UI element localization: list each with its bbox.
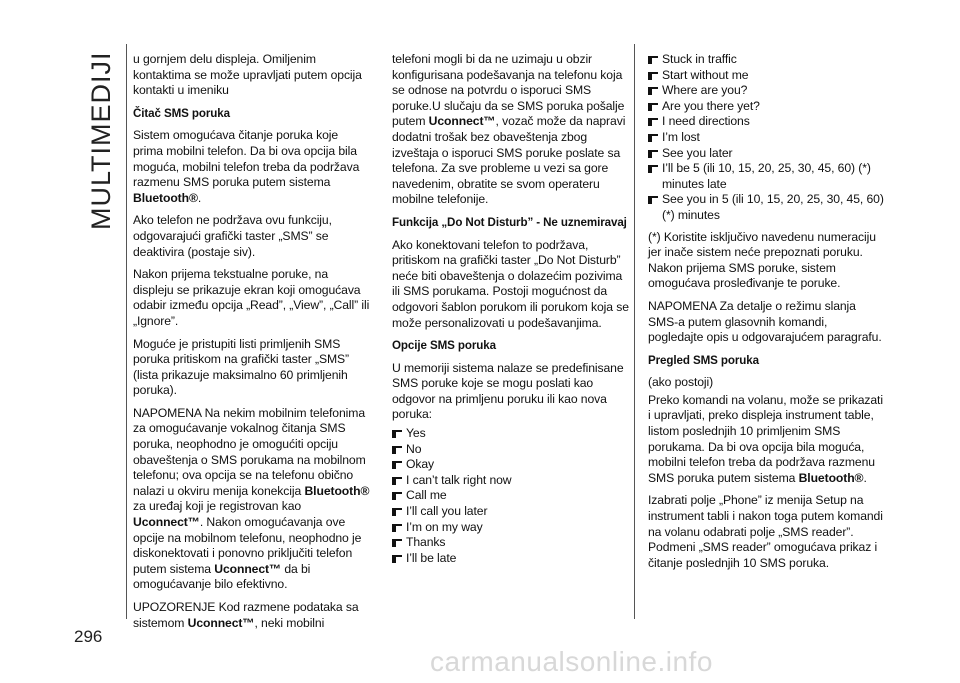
warning-paragraph: UPOZORENJE Kod razmene podataka sa sistemom Uconnect™, neki mobilni (133, 600, 359, 630)
paragraph: telefoni mogli bi da ne uzimaju u obzir konfigurisana podešavanja na telefonu koja se odnose na potvrdu o isporuci SMS poruke.U slučaju da se SMS poruka pošalje putem Uconnect™, vozač može da napravi dodatni trošak bez obaveštenja zbog izveštaja o isporuci SMS poruke poslate sa telefona. Za sve probleme u vezi sa gore navedenim, obratite se svom operateru mobilne telefonije. (392, 52, 626, 207)
list-item: I can’t talk right now (392, 473, 632, 489)
bullet-icon (648, 134, 658, 142)
heading-sms-reader: Čitač SMS poruka (133, 106, 230, 120)
bullet-icon (648, 165, 658, 173)
list-item: I’m lost (648, 130, 884, 146)
heading-sms-overview: Pregled SMS poruka (648, 353, 759, 367)
note-paragraph: NAPOMENA Na nekim mobilnim telefonima za omogućavanje vokalnog čitanja SMS poruka, neophodno je omogućiti opciju obaveštenja o SMS porukama na mobilnom telefonu; ova opcija se na telefonu obično nalazi u okviru menija konekcija Bluetooth® za uređaj koji je registrovan kao Uconnect™. Nakon omogućavanja ove opcije na mobilnom telefonu, neophodno je diskonektovati i ponovno priključiti telefon putem sistema Uconnect™ da bi omogućavanje bilo efektivno. (133, 405, 370, 592)
bullet-icon (392, 508, 402, 516)
list-item: Where are you? (648, 83, 884, 99)
list-item: Start without me (648, 68, 884, 84)
list-item: No (392, 442, 632, 458)
bullet-icon (392, 555, 402, 563)
bullet-icon (648, 118, 658, 126)
sms-option-list (392, 426, 632, 566)
paragraph: Ako telefon ne podržava ovu funkciju, odgovarajući grafički taster „SMS” se deaktivira (postaje siv). (133, 213, 332, 259)
heading-sms-options: Opcije SMS poruka (392, 339, 496, 353)
page-number: 296 (74, 627, 103, 646)
bullet-icon (648, 196, 658, 204)
heading-do-not-disturb: Funkcija „Do Not Disturb” - Ne uznemiravaj (392, 215, 627, 229)
bullet-icon (648, 150, 658, 158)
note-paragraph: NAPOMENA Za detalje o režimu slanja SMS-a putem glasovnih komandi, pogledajte opis u odgovarajućem paragrafu. (648, 298, 882, 345)
bullet-icon (648, 87, 658, 95)
paragraph: Moguće je pristupiti listi primljenih SMS poruka pritiskom na grafički taster „SMS” (lista prikazuje maksimalno 60 primljenih poruka). (133, 336, 350, 398)
bullet-icon (392, 539, 402, 547)
column-2 (392, 52, 632, 572)
paragraph: Izabrati polje „Phone” iz menija Setup na instrument tabli i nakon toga putem komandi na volanu odabrati polje „SMS reader”. Podmeni „SMS reader” omogućava prikaz i čitanje poslednjih 10 SMS poruka. (648, 493, 883, 570)
bullet-icon (648, 72, 658, 80)
list-item: Stuck in traffic (648, 52, 884, 68)
list-item: See you later (648, 146, 884, 162)
list-item: I’ll be late (392, 551, 632, 567)
list-item: Okay (392, 457, 632, 473)
list-item: Thanks (392, 535, 632, 551)
column-divider-left (126, 44, 127, 619)
list-item: Call me (392, 488, 632, 504)
list-item: I need directions (648, 114, 884, 130)
column-divider-right (634, 44, 635, 619)
list-item: Yes (392, 426, 632, 442)
column-3 (648, 52, 884, 578)
paragraph: Sistem omogućava čitanje poruka koje prima mobilni telefon. Da bi ova opcija bila moguća, mobilni telefon treba da podržava razmenu SMS poruka putem sistema Bluetooth®. (133, 128, 360, 205)
paragraph: Nakon prijema tekstualne poruke, na displeju se prikazuje ekran koji omogućava odabir između opcija „Read”, „View”, „Call” ili „Ignore”. (133, 267, 370, 328)
list-item: I’m on my way (392, 520, 632, 536)
list-item: See you in 5 (ili 10, 15, 20, 25, 30, 45, 60) (*) minutes (648, 192, 884, 223)
bullet-icon (392, 477, 402, 485)
list-item: I’ll call you later (392, 504, 632, 520)
list-item: Are you there yet? (648, 99, 884, 115)
bullet-icon (392, 524, 402, 532)
sms-option-list-continued (648, 52, 884, 224)
bullet-icon (392, 430, 402, 438)
column-1 (133, 52, 371, 638)
bullet-icon (392, 461, 402, 469)
watermark: carmanualsonline.info (430, 646, 713, 677)
bullet-icon (648, 103, 658, 111)
paragraph: (ako postoji) (648, 375, 714, 390)
bullet-icon (392, 446, 402, 454)
paragraph: Preko komandi na volanu, može se prikazati i upravljati, preko displeja instrument table, listom poslednjih 10 primljenim SMS porukama. Da bi ova opcija bila moguća, mobilni telefon treba da podržava razmenu SMS poruka putem sistema Bluetooth®. (648, 392, 883, 485)
paragraph: u gornjem delu displeja. Omiljenim kontaktima se može upravljati putem opcija kontakti u imeniku (133, 52, 362, 98)
bullet-icon (392, 492, 402, 500)
bullet-icon (648, 56, 658, 64)
paragraph: (*) Koristite isključivo navedenu numeraciju jer inače sistem neće prepoznati poruku. Nakon prijema SMS poruke, sistem omogućava prosleđivanje te poruke. (648, 229, 876, 291)
paragraph: Ako konektovani telefon to podržava, pritiskom na grafički taster „Do Not Disturb” neće biti obaveštenja o dolazećim pozivima ili SMS porukama. Postoji mogućnost da odgovori šablon porukom ili porukom koja se može personalizovati u podešavanjima. (392, 237, 629, 330)
paragraph: U memoriji sistema nalaze se predefinisane SMS poruke koje se mogu poslati kao odgovor na primljenu poruku ili kao nova poruka: (392, 360, 624, 422)
section-title: MULTIMEDIJI (86, 51, 116, 230)
list-item: I’ll be 5 (ili 10, 15, 20, 25, 30, 45, 60) (*) minutes late (648, 161, 884, 192)
